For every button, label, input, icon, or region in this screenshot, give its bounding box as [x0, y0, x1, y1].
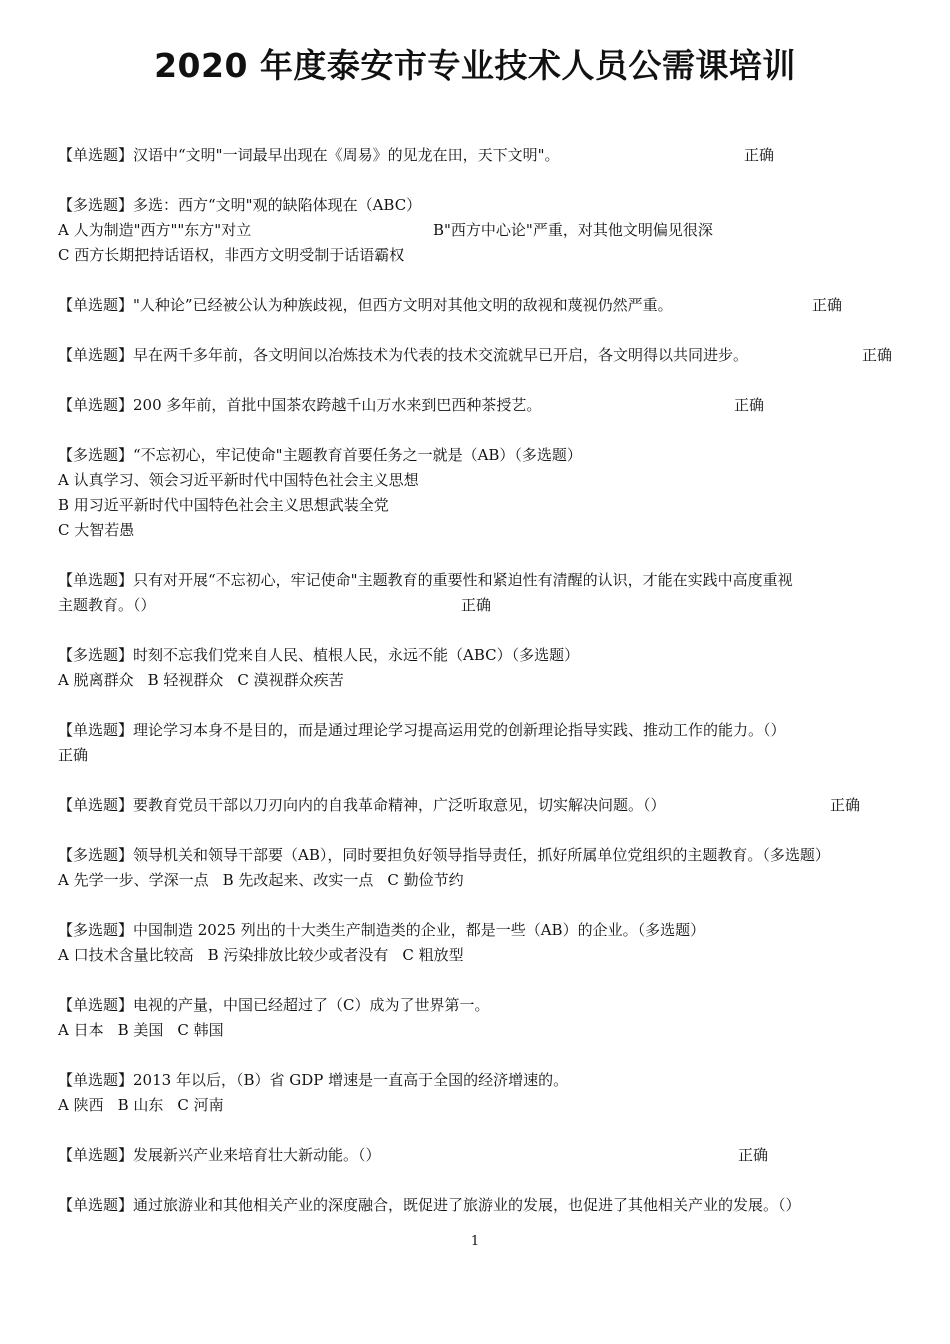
question-text: 【多选题】“不忘初心，牢记使命"主题教育首要任务之一就是（AB）（多选题） [58, 446, 582, 464]
question-item [58, 1143, 898, 1168]
question-text: 【单选题】早在两千多年前，各文明间以冶炼技术为代表的技术交流就早已开启，各文明得以共同进步。 [58, 346, 749, 364]
question-text: 【单选题】电视的产量，中国已经超过了（C）成为了世界第一。 [58, 996, 490, 1014]
option-a: A 认真学习、领会习近平新时代中国特色社会主义思想 [58, 471, 419, 489]
question-text: 【单选题】汉语中“文明"一词最早出现在《周易》的见龙在田，天下文明"。 [58, 146, 560, 164]
option-c: C 大智若愚 [58, 521, 135, 539]
question-text: 【多选题】多选：西方“文明"观的缺陷体现在（ABC） [58, 196, 422, 214]
option-a: A 日本 [58, 1021, 104, 1039]
answer-text: 正确 [461, 596, 492, 614]
answer-text: 正确 [744, 146, 775, 164]
question-item [58, 1193, 898, 1218]
question-text: 【单选题】发展新兴产业来培育壮大新动能。（） [58, 1146, 381, 1164]
question-text: 【单选题】只有对开展“不忘初心，牢记使命"主题教育的重要性和紧迫性有清醒的认识，才能在实践中高度重视 [58, 571, 793, 589]
option-c: C 韩国 [177, 1021, 224, 1039]
answer-text: 正确 [862, 346, 893, 364]
question-item [58, 568, 898, 618]
question-text: 【多选题】领导机关和领导干部要（AB），同时要担负好领导指导责任，抓好所属单位党组织的主题教育。（多选题） [58, 846, 830, 864]
answer-text: 正确 [58, 746, 89, 764]
question-text-continued: 主题教育。（） [58, 596, 156, 614]
option-c: C 河南 [177, 1096, 224, 1114]
question-text: 【单选题】2013 年以后，（B）省 GDP 增速是一直高于全国的经济增速的。 [58, 1071, 569, 1089]
option-a: A 口技术含量比较高 [58, 946, 194, 964]
answer-text: 正确 [734, 396, 765, 414]
option-a: A 脱离群众 [58, 671, 134, 689]
option-a: A 人为制造"西方""东方"对立 [58, 221, 252, 239]
question-item [58, 793, 898, 818]
question-item [58, 918, 898, 968]
option-b: B 用习近平新时代中国特色社会主义思想武装全党 [58, 496, 389, 514]
question-item [58, 143, 898, 168]
page-number: 1 [470, 1234, 480, 1249]
question-item [58, 1068, 898, 1118]
option-a: A 陕西 [58, 1096, 104, 1114]
question-text: 【单选题】通过旅游业和其他相关产业的深度融合，既促进了旅游业的发展，也促进了其他相关产业的发展。（） [58, 1196, 801, 1214]
question-item [58, 343, 898, 368]
answer-text: 正确 [830, 796, 861, 814]
option-b: B 先改起来、改实一点 [222, 871, 374, 889]
question-item [58, 843, 898, 893]
answer-text: 正确 [738, 1146, 769, 1164]
option-b: B 轻视群众 [147, 671, 224, 689]
question-text: 【单选题】理论学习本身不是目的，而是通过理论学习提高运用党的创新理论指导实践、推动工作的能力。（） [58, 721, 786, 739]
question-list [58, 143, 898, 1243]
option-b: B 美国 [117, 1021, 164, 1039]
question-text: 【多选题】时刻不忘我们党来自人民、植根人民，永远不能（ABC）（多选题） [58, 646, 580, 664]
option-b: B 山东 [117, 1096, 164, 1114]
question-text: 【单选题】200 多年前，首批中国茶农跨越千山万水来到巴西种茶授艺。 [58, 396, 542, 414]
option-c: C 勤俭节约 [387, 871, 464, 889]
question-item [58, 393, 898, 418]
question-text: 【单选题】"人种论”已经被公认为种族歧视，但西方文明对其他文明的敌视和蔑视仍然严重。 [58, 296, 673, 314]
question-text: 【单选题】要教育党员干部以刀刃向内的自我革命精神，广泛听取意见，切实解决问题。（） [58, 796, 666, 814]
question-item [58, 993, 898, 1043]
option-b: B"西方中心论"严重，对其他文明偏见很深 [433, 221, 713, 239]
option-c: C 粗放型 [402, 946, 464, 964]
option-c: C 漠视群众疾苦 [237, 671, 344, 689]
option-b: B 污染排放比较少或者没有 [207, 946, 389, 964]
document-title: 2020 年度泰安市专业技术人员公需课培训 [154, 46, 796, 85]
option-c: C 西方长期把持话语权，非西方文明受制于话语霸权 [58, 246, 405, 264]
question-text: 【多选题】中国制造 2025 列出的十大类生产制造类的企业，都是一些（AB）的企业。（多选题） [58, 921, 706, 939]
question-item [58, 193, 898, 268]
answer-text: 正确 [812, 296, 843, 314]
question-item [58, 643, 898, 693]
option-a: A 先学一步、学深一点 [58, 871, 209, 889]
question-item [58, 293, 898, 318]
question-item [58, 443, 898, 543]
question-item [58, 718, 898, 768]
